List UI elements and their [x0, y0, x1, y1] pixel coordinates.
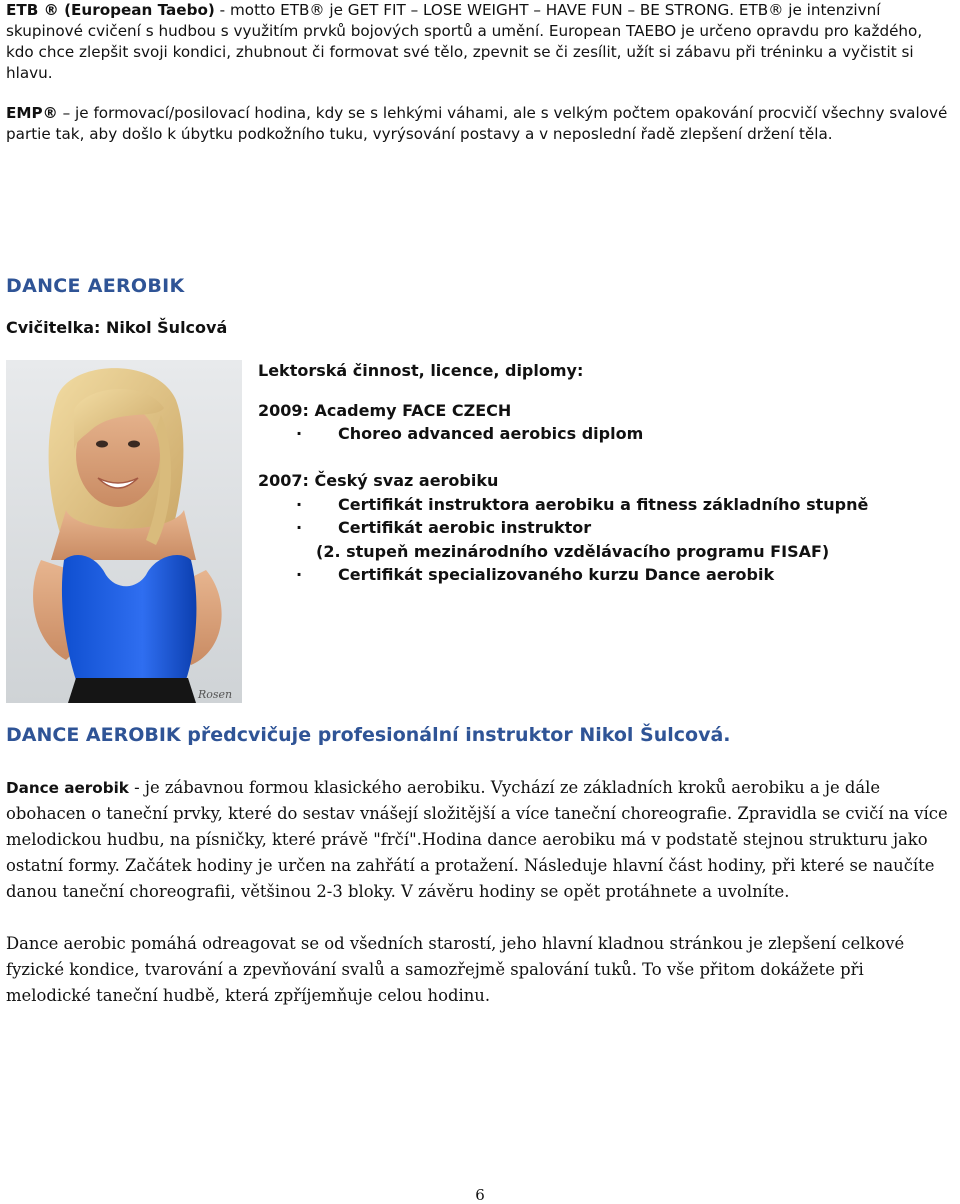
bullet-icon: ·	[296, 565, 303, 584]
credential-2007-note: (2. stupeň mezinárodního vzdělávacího programu FISAF)	[316, 542, 830, 561]
credential-2009-item: · Choreo advanced aerobics diplom	[258, 423, 643, 445]
emp-text: – je formovací/posilovací hodina, kdy se s lehkými váhami, ale s velkým počtem opakování procvičí všechny svalové partie tak, aby došlo k úbytku podkožního tuku, vyrýsování postavy a v neposlední řadě zlepšení držení těla.	[6, 104, 948, 143]
credential-2007-item: · Certifikát specializovaného kurzu Dance aerobik	[258, 564, 774, 586]
bullet-icon: ·	[296, 518, 303, 537]
credential-2007-item: · Certifikát instruktora aerobiku a fitness základního stupně	[258, 494, 868, 516]
bullet-icon: ·	[296, 424, 303, 443]
credential-2007-heading: 2007: Český svaz aerobiku	[258, 471, 499, 490]
emp-paragraph	[6, 103, 952, 145]
credential-2009-heading: 2009: Academy FACE CZECH	[258, 401, 512, 420]
predcvicuje-heading: DANCE AEROBIK předcvičuje profesionální instruktor Nikol Šulcová.	[6, 724, 731, 746]
bullet-icon: ·	[296, 495, 303, 514]
etb-lead: ETB ® (European Taebo)	[6, 1, 215, 19]
credentials-title: Lektorská činnost, licence, diplomy:	[258, 361, 584, 380]
dance-description-paragraph	[6, 775, 958, 905]
photo-signature: Rosen	[198, 688, 233, 701]
dance-aerobik-heading: DANCE AEROBIK	[6, 275, 185, 297]
dance-description-lead: Dance aerobik	[6, 779, 129, 797]
page-number: 6	[475, 1186, 485, 1204]
instructor-photo	[6, 360, 242, 703]
etb-text: - motto ETB® je GET FIT – LOSE WEIGHT – HAVE FUN – BE STRONG. ETB® je intenzivní skupinové cvičení s hudbou s využitím prvků bojových sportů a umění. European TAEBO je určeno opravdu pro každého, kdo chce zlepšit svoji kondici, zhubnout či formovat své tělo, zpevnit se či zesílit, užít si zábavu při tréninku a vyčistit si hlavu.	[6, 1, 923, 82]
emp-lead: EMP®	[6, 104, 58, 122]
dance-benefits-paragraph: Dance aerobic pomáhá odreagovat se od všedních starostí, jeho hlavní kladnou stránkou je zlepšení celkové fyzické kondice, tvarování a zpevňování svalů a samozřejmě spalování tuků. To vše přitom dokážete při melodické taneční hudbě, která zpříjemňuje celou hodinu.	[6, 934, 905, 1005]
trainer-name: Cvičitelka: Nikol Šulcová	[6, 318, 228, 337]
credential-2007-item: · Certifikát aerobic instruktor	[258, 517, 591, 539]
dance-description-text: - je zábavnou formou klasického aerobiku. Vychází ze základních kroků aerobiku a je dále obohacen o taneční prvky, které do sestav vnášejí složitější a více taneční choreografie. Zpravidla se cvičí na více melodickou hudbu, na písničky, které právě "frčí".Hodina dance aerobiku má v podstatě stejnou strukturu jako ostatní formy. Začátek hodiny je určen na zahřátí a protažení. Následuje hlavní část hodiny, při které se naučíte danou taneční choreografii, většinou 2-3 bloky. V závěru hodiny se opět protáhnete a uvolníte.	[6, 778, 948, 901]
etb-paragraph	[6, 0, 952, 84]
